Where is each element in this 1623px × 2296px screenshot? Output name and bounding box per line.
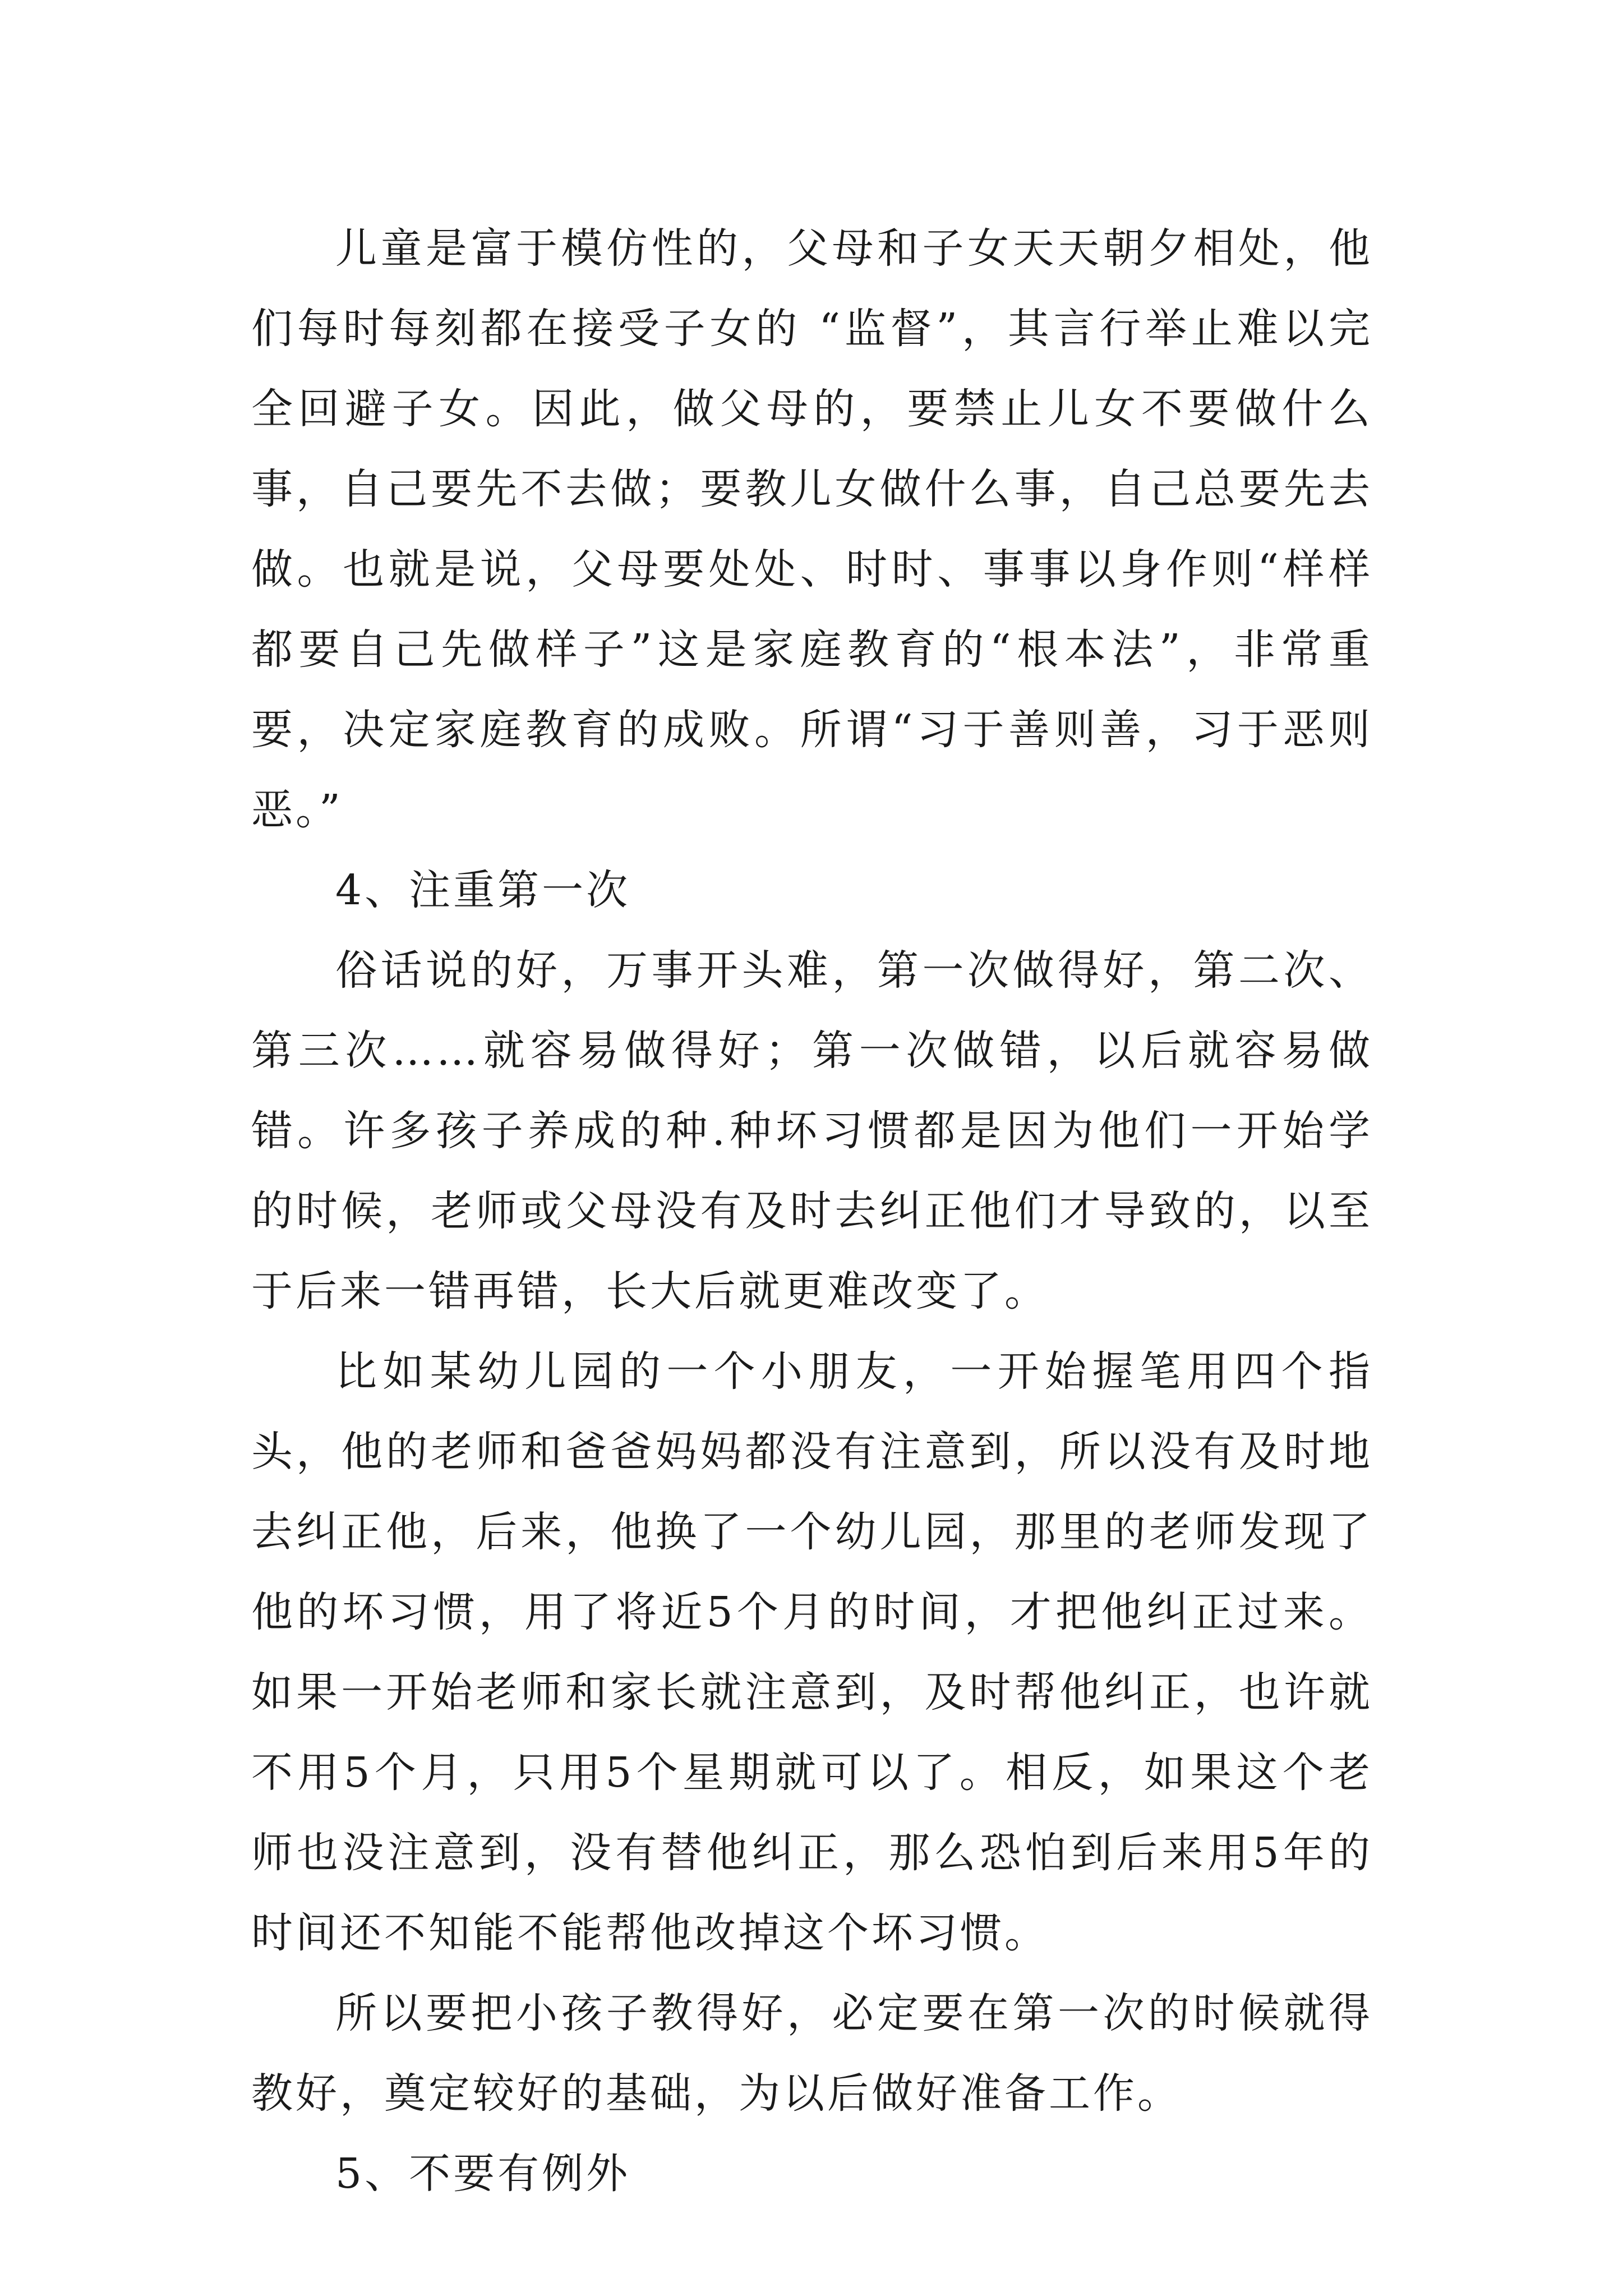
paragraph-first-time: 俗话说的好，万事开头难，第一次做得好，第二次、第三次……就容易做得好；第一次做错，以后就容易做错。许多孩子养成的种.种坏习惯都是因为他们一开始学的时候，老师或父母没有及时去纠正他们才导致的，以至于后来一错再错，长大后就更难改变了。	[251, 946, 1373, 1315]
section-heading-5: 5、不要有例外	[335, 2150, 631, 2198]
paragraph-parental-example: 儿童是富于模仿性的，父母和子女天天朝夕相处，他们每时每刻都在接受子女的 “监督”，其言行举止难以完全回避子女。因此，做父母的，要禁止儿女不要做什么事，自己要先不去做；要教儿女做什么事，自己总要先去做。也就是说，父母要处处、时时、事事以身作则“样样都要自己先做样子”这是家庭教育的“根本法”，非常重要，决定家庭教育的成败。所谓“习于善则善，习于恶则恶。”	[251, 224, 1373, 834]
document-body	[251, 209, 1373, 2214]
paragraph-kindergarten-example: 比如某幼儿园的一个小朋友，一开始握笔用四个指头，他的老师和爸爸妈妈都没有注意到，所以没有及时地去纠正他，后来，他换了一个幼儿园，那里的老师发现了他的坏习惯，用了将近5个月的时间，才把他纠正过来。如果一开始老师和家长就注意到，及时帮他纠正，也许就不用5个月，只用5个星期就可以了。相反，如果这个老师也没注意到，没有替他纠正，那么恐怕到后来用5年的时间还不知能不能帮他改掉这个坏习惯。	[251, 1347, 1373, 1957]
section-heading-4: 4、注重第一次	[335, 866, 631, 914]
paragraph-conclusion: 所以要把小孩子教得好，必定要在第一次的时候就得教好，奠定较好的基础，为以后做好准备工作。	[251, 1989, 1373, 2118]
